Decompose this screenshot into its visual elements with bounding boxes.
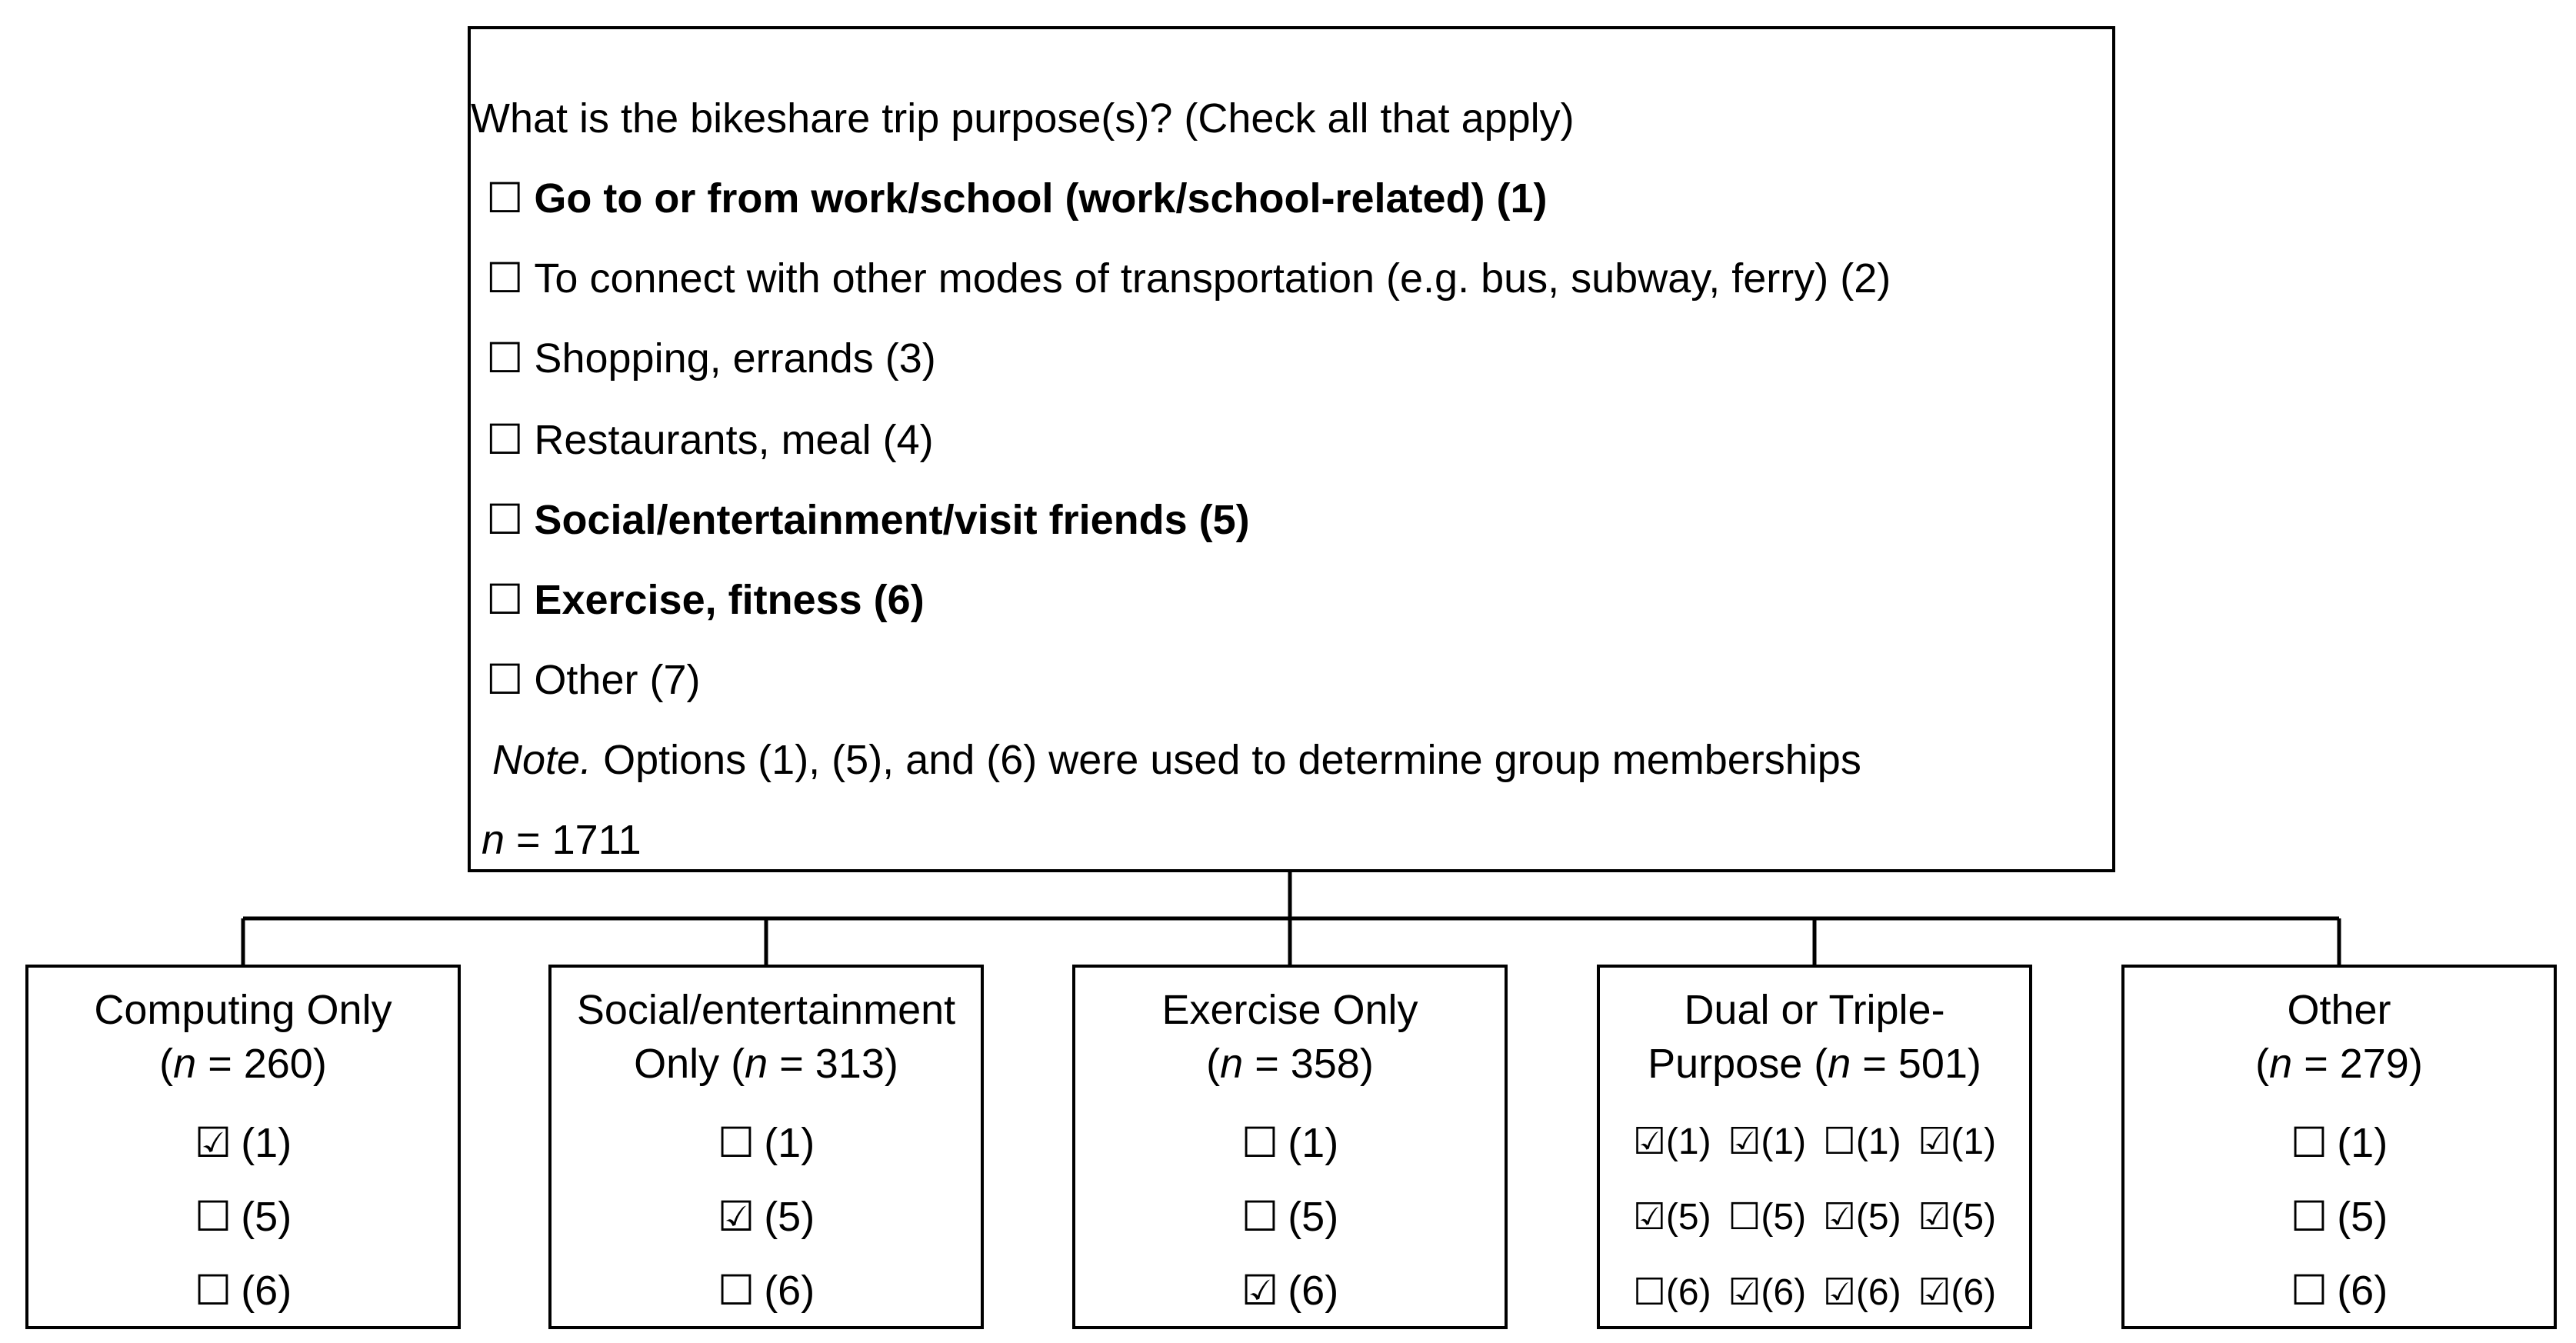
question-title: What is the bikeshare trip purpose(s)? (Check all that apply): [471, 95, 1575, 142]
option-label: (1): [241, 1120, 292, 1166]
combo-cell: ☑(5): [1632, 1197, 1711, 1238]
option-label: Go to or from work/school (work/school-related) (1): [534, 175, 1548, 222]
option-label: (5): [2337, 1194, 2388, 1240]
checkbox-icon: ☐: [1241, 1194, 1279, 1240]
group-box-dual-or-triple-purpose: [1597, 965, 2032, 1329]
option-label: (5): [1288, 1194, 1339, 1240]
group-title-line: Dual or Triple-: [1684, 987, 1945, 1033]
question-option-6: [486, 575, 925, 625]
group-count: Purpose (n = 501): [1648, 1041, 1981, 1087]
question-option-2: [486, 254, 1891, 303]
question-option-3: [486, 334, 936, 383]
option-label: Social/entertainment/visit friends (5): [534, 497, 1250, 543]
checkbox-icon: ☐: [2290, 1194, 2328, 1240]
combo-cell: ☑(1): [1918, 1121, 1997, 1162]
checkbox-icon: ☐: [2290, 1268, 2328, 1314]
group-title: [2124, 983, 2554, 1091]
question-option-7: [486, 655, 700, 705]
option-label: (1): [2337, 1120, 2388, 1166]
checkbox-icon: ☐: [717, 1268, 755, 1314]
group-count: (n = 358): [1206, 1041, 1374, 1087]
group-box-other: [2121, 965, 2557, 1329]
option-label: (6): [241, 1268, 292, 1314]
option-row: [2124, 1180, 2554, 1254]
option-label: Shopping, errands (3): [534, 335, 936, 382]
checked-box-icon: ☑: [717, 1194, 755, 1240]
combo-cell: ☑(5): [1918, 1197, 1997, 1238]
option-label: (6): [764, 1268, 815, 1314]
option-label: (6): [2337, 1268, 2388, 1314]
checkbox-icon: ☐: [486, 577, 524, 623]
combo-cell: ☑(6): [1918, 1272, 1997, 1313]
checkbox-icon: ☐: [486, 497, 524, 543]
n-value: = 1711: [505, 817, 642, 863]
checkbox-icon: ☐: [486, 255, 524, 302]
question-option-1: [486, 174, 1548, 223]
combo-cell: ☐(6): [1632, 1272, 1711, 1313]
option-row: [28, 1254, 458, 1328]
option-row: [28, 1106, 458, 1180]
group-title-line: Exercise Only: [1161, 987, 1418, 1033]
option-list: [1075, 1106, 1505, 1328]
checkbox-icon: ☐: [486, 335, 524, 382]
combo-cell: ☐(5): [1728, 1197, 1807, 1238]
option-list: [28, 1106, 458, 1328]
option-label: Exercise, fitness (6): [534, 577, 925, 623]
combo-cell: ☑(6): [1728, 1272, 1807, 1313]
option-label: (1): [764, 1120, 815, 1166]
group-title: [1600, 983, 2029, 1091]
n-label: n: [482, 817, 505, 863]
combo-cell: ☐(1): [1822, 1121, 1901, 1162]
combo-cell: ☑(1): [1728, 1121, 1807, 1162]
group-title: [28, 983, 458, 1091]
option-row: [1075, 1180, 1505, 1254]
option-row: [2124, 1106, 2554, 1180]
question-box: [468, 26, 2115, 872]
checked-box-icon: ☑: [194, 1120, 232, 1166]
option-row: [1075, 1254, 1505, 1328]
checkbox-icon: ☐: [486, 175, 524, 222]
option-label: (5): [241, 1194, 292, 1240]
sample-size: [482, 815, 642, 865]
option-label: (6): [1288, 1268, 1339, 1314]
combo-cell: ☑(1): [1632, 1121, 1711, 1162]
checkbox-icon: ☐: [1241, 1120, 1279, 1166]
group-box-social-entertainment-only: [548, 965, 984, 1329]
option-list: [552, 1106, 981, 1328]
checkbox-icon: ☐: [486, 417, 524, 463]
option-label: Restaurants, meal (4): [534, 417, 934, 463]
option-list: [2124, 1106, 2554, 1328]
note-label: Note.: [492, 737, 592, 783]
checked-box-icon: ☑: [1241, 1268, 1279, 1314]
option-label: To connect with other modes of transportation (e.g. bus, subway, ferry) (2): [534, 255, 1891, 302]
combo-cell: ☑(5): [1822, 1197, 1901, 1238]
option-row: [552, 1180, 981, 1254]
option-row: [28, 1180, 458, 1254]
question-option-5: [486, 495, 1250, 545]
option-row: [552, 1106, 981, 1180]
group-title-line: Computing Only: [94, 987, 392, 1033]
checkbox-icon: ☐: [194, 1194, 232, 1240]
group-title: [1075, 983, 1505, 1091]
group-count: (n = 279): [2255, 1041, 2423, 1087]
option-label: (1): [1288, 1120, 1339, 1166]
option-row: [1075, 1106, 1505, 1180]
group-title-line: Other: [2287, 987, 2391, 1033]
combination-grid: [1625, 1105, 2004, 1331]
checkbox-icon: ☐: [2290, 1120, 2328, 1166]
note-text: Options (1), (5), and (6) were used to determine group memberships: [592, 737, 1861, 783]
group-count: Only (n = 313): [634, 1041, 898, 1087]
checkbox-icon: ☐: [486, 657, 524, 703]
checkbox-icon: ☐: [194, 1268, 232, 1314]
group-count: (n = 260): [159, 1041, 327, 1087]
option-label: (5): [764, 1194, 815, 1240]
question-option-4: [486, 415, 934, 465]
group-box-computing-only: [25, 965, 461, 1329]
group-box-exercise-only: [1072, 965, 1508, 1329]
group-title: [552, 983, 981, 1091]
option-row: [2124, 1254, 2554, 1328]
group-title-line: Social/entertainment: [576, 987, 956, 1033]
checkbox-icon: ☐: [717, 1120, 755, 1166]
option-row: [552, 1254, 981, 1328]
combo-cell: ☑(6): [1822, 1272, 1901, 1313]
option-label: Other (7): [534, 657, 701, 703]
note: [492, 735, 1861, 785]
